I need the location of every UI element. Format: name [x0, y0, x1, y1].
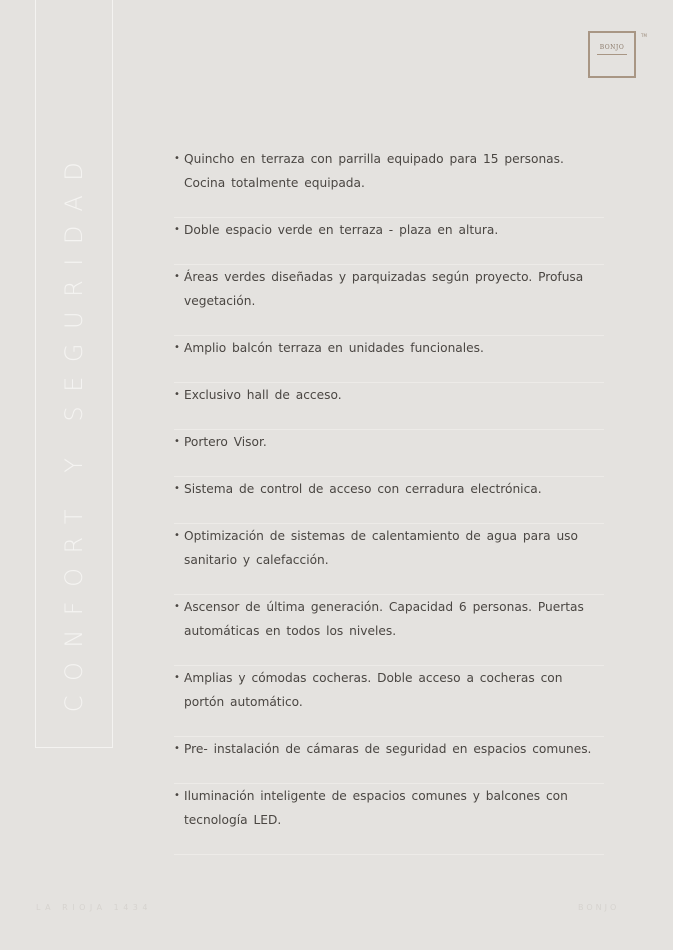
side-title: CONFORT Y SEGURIDAD — [60, 147, 88, 713]
footer-brand: BONJO — [578, 903, 620, 912]
bullet-icon: • — [174, 672, 180, 683]
bullet-icon: • — [174, 790, 180, 801]
feature-item — [174, 265, 604, 336]
bullet-icon: • — [174, 530, 180, 541]
feature-item — [174, 147, 604, 218]
feature-text: Doble espacio verde en terraza - plaza en altura. — [184, 223, 499, 237]
bullet-icon: • — [174, 483, 180, 494]
feature-text: Quincho en terraza con parrilla equipado para 15 personas. Cocina totalmente equipada. — [184, 152, 564, 190]
bonjo-logo — [588, 31, 636, 78]
feature-item — [174, 218, 604, 265]
feature-text: Exclusivo hall de acceso. — [184, 388, 342, 402]
feature-item — [174, 595, 604, 666]
feature-item — [174, 784, 604, 855]
feature-item — [174, 477, 604, 524]
feature-text: Iluminación inteligente de espacios comunes y balcones con tecnología LED. — [184, 789, 568, 827]
bullet-icon: • — [174, 436, 180, 447]
feature-item — [174, 524, 604, 595]
feature-text: Pre- instalación de cámaras de seguridad en espacios comunes. — [184, 742, 592, 756]
logo-text: BONJO — [599, 44, 625, 51]
logo-rule — [597, 54, 627, 55]
feature-text: Amplias y cómodas cocheras. Doble acceso a cocheras con portón automático. — [184, 671, 563, 709]
feature-item — [174, 383, 604, 430]
feature-item — [174, 336, 604, 383]
feature-text: Sistema de control de acceso con cerradura electrónica. — [184, 482, 542, 496]
feature-item — [174, 666, 604, 737]
bullet-icon: • — [174, 153, 180, 164]
feature-text: Ascensor de última generación. Capacidad 6 personas. Puertas automáticas en todos los niveles. — [184, 600, 584, 638]
feature-text: Amplio balcón terraza en unidades funcionales. — [184, 341, 484, 355]
bullet-icon: • — [174, 224, 180, 235]
feature-text: Optimización de sistemas de calentamiento de agua para uso sanitario y calefacción. — [184, 529, 578, 567]
bullet-icon: • — [174, 389, 180, 400]
bullet-icon: • — [174, 601, 180, 612]
feature-text: Portero Visor. — [184, 435, 267, 449]
feature-item — [174, 737, 604, 784]
bullet-icon: • — [174, 271, 180, 282]
logo-trademark: TM — [641, 33, 647, 38]
bullet-icon: • — [174, 743, 180, 754]
feature-list — [174, 147, 604, 855]
feature-text: Áreas verdes diseñadas y parquizadas según proyecto. Profusa vegetación. — [184, 270, 584, 308]
footer-address: LA RIOJA 1434 — [36, 903, 152, 912]
feature-item — [174, 430, 604, 477]
bullet-icon: • — [174, 342, 180, 353]
